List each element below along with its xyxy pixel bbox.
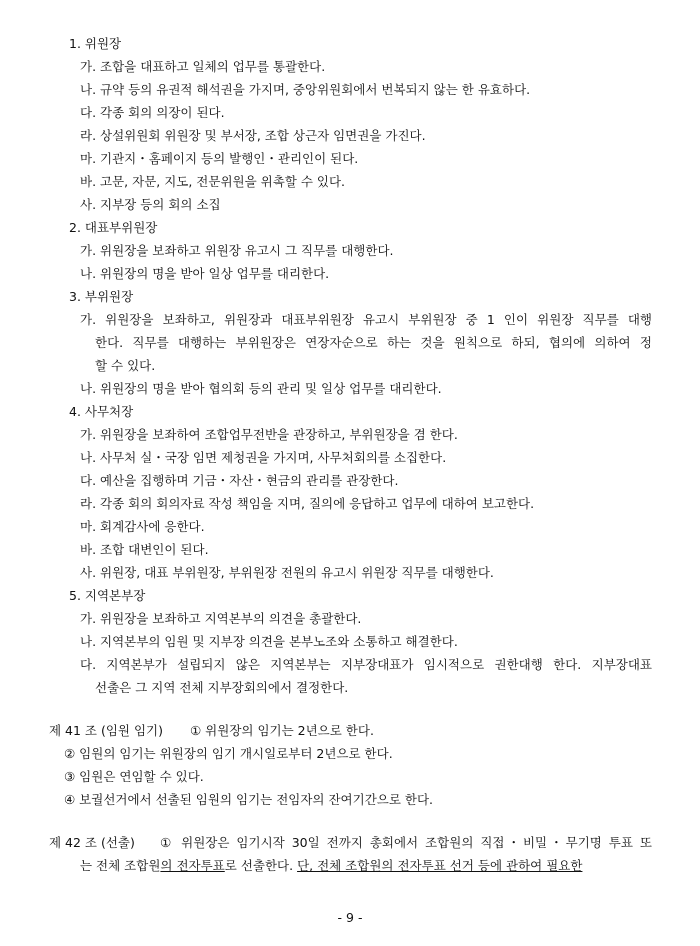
list-item: 나. 규약 등의 유권적 해석권을 가지며, 중앙위원회에서 번복되지 않는 한 유효하다. — [80, 82, 531, 97]
underlined-text: 의 전자투표 — [160, 858, 225, 873]
article-title: 제 42 조 (선출) — [49, 835, 135, 850]
list-item: 가. 위원장을 보좌하고, 위원장과 대표부위원장 유고시 부위원장 중 1 인이 위원장 직무를 대행 — [80, 312, 652, 327]
list-item: 다. 예산을 집행하며 기금・자산・현금의 관리를 관장한다. — [80, 473, 399, 488]
list-item: 바. 조합 대변인이 된다. — [80, 542, 209, 557]
list-item: 나. 지역본부의 임원 및 지부장 의견을 본부노조와 소통하고 해결한다. — [80, 634, 458, 649]
list-item: 가. 위원장을 보좌하여 조합업무전반을 관장하고, 부위원장을 겸 한다. — [80, 427, 458, 442]
article-clause: ④ 보궐선거에서 선출된 임원의 임기는 전임자의 잔여기간으로 한다. — [64, 792, 434, 807]
article-clause: ① 위원장은 임기시작 30일 전까지 총회에서 조합원의 직접・비밀・무기명 투표 또 — [160, 835, 652, 850]
list-item: 가. 위원장을 보좌하고 지역본부의 의견을 총괄한다. — [80, 611, 362, 626]
text-segment: 는 전체 조합원 — [80, 858, 161, 873]
section-heading: 5. 지역본부장 — [69, 588, 146, 603]
list-item: 마. 회계감사에 응한다. — [80, 519, 205, 534]
text-segment: 로 선출한다. — [224, 858, 298, 873]
page-number: - 9 - — [337, 910, 363, 925]
list-item: 나. 위원장의 명을 받아 협의회 등의 관리 및 일상 업무를 대리한다. — [80, 381, 442, 396]
list-item: 사. 위원장, 대표 부위원장, 부위원장 전원의 유고시 위원장 직무를 대행한다. — [80, 565, 494, 580]
list-item: 다. 각종 회의 의장이 된다. — [80, 105, 225, 120]
list-item-continuation: 선출은 그 지역 전체 지부장회의에서 결정한다. — [95, 680, 349, 695]
list-item: 나. 사무처 실・국장 임면 제청권을 가지며, 사무처회의를 소집한다. — [80, 450, 447, 465]
list-item: 가. 조합을 대표하고 일체의 업무를 통괄한다. — [80, 59, 326, 74]
article-clause: ① 위원장의 임기는 2년으로 한다. — [190, 723, 374, 738]
list-item-continuation: 한다. 직무를 대행하는 부위원장은 연장자순으로 하는 것을 원칙으로 하되, 협의에 의하여 정 — [95, 335, 652, 350]
list-item: 라. 각종 회의 회의자료 작성 책임을 지며, 질의에 응답하고 업무에 대하여 보고한다. — [80, 496, 535, 511]
list-item: 바. 고문, 자문, 지도, 전문위원을 위촉할 수 있다. — [80, 174, 346, 189]
article-clause: ③ 임원은 연임할 수 있다. — [64, 769, 204, 784]
list-item: 가. 위원장을 보좌하고 위원장 유고시 그 직무를 대행한다. — [80, 243, 394, 258]
list-item: 다. 지역본부가 설립되지 않은 지역본부는 지부장대표가 임시적으로 권한대행 한다. 지부장대표 — [80, 657, 652, 672]
article-clause-continuation — [80, 858, 582, 874]
list-item-continuation: 할 수 있다. — [95, 358, 156, 373]
section-heading: 4. 사무처장 — [69, 404, 134, 419]
section-heading: 2. 대표부위원장 — [69, 220, 158, 235]
article-title: 제 41 조 (임원 임기) — [49, 723, 164, 738]
list-item: 사. 지부장 등의 회의 소집 — [80, 197, 221, 212]
section-heading: 1. 위원장 — [69, 36, 122, 51]
list-item: 마. 기관지・홈페이지 등의 발행인・관리인이 된다. — [80, 151, 359, 166]
article-clause: ② 임원의 임기는 위원장의 임기 개시일로부터 2년으로 한다. — [64, 746, 393, 761]
list-item: 나. 위원장의 명을 받아 일상 업무를 대리한다. — [80, 266, 330, 281]
list-item: 라. 상설위원회 위원장 및 부서장, 조합 상근자 임면권을 가진다. — [80, 128, 426, 143]
underlined-text: 단, 전체 조합원의 전자투표 선거 등에 관하여 필요한 — [297, 858, 583, 873]
section-heading: 3. 부위원장 — [69, 289, 134, 304]
